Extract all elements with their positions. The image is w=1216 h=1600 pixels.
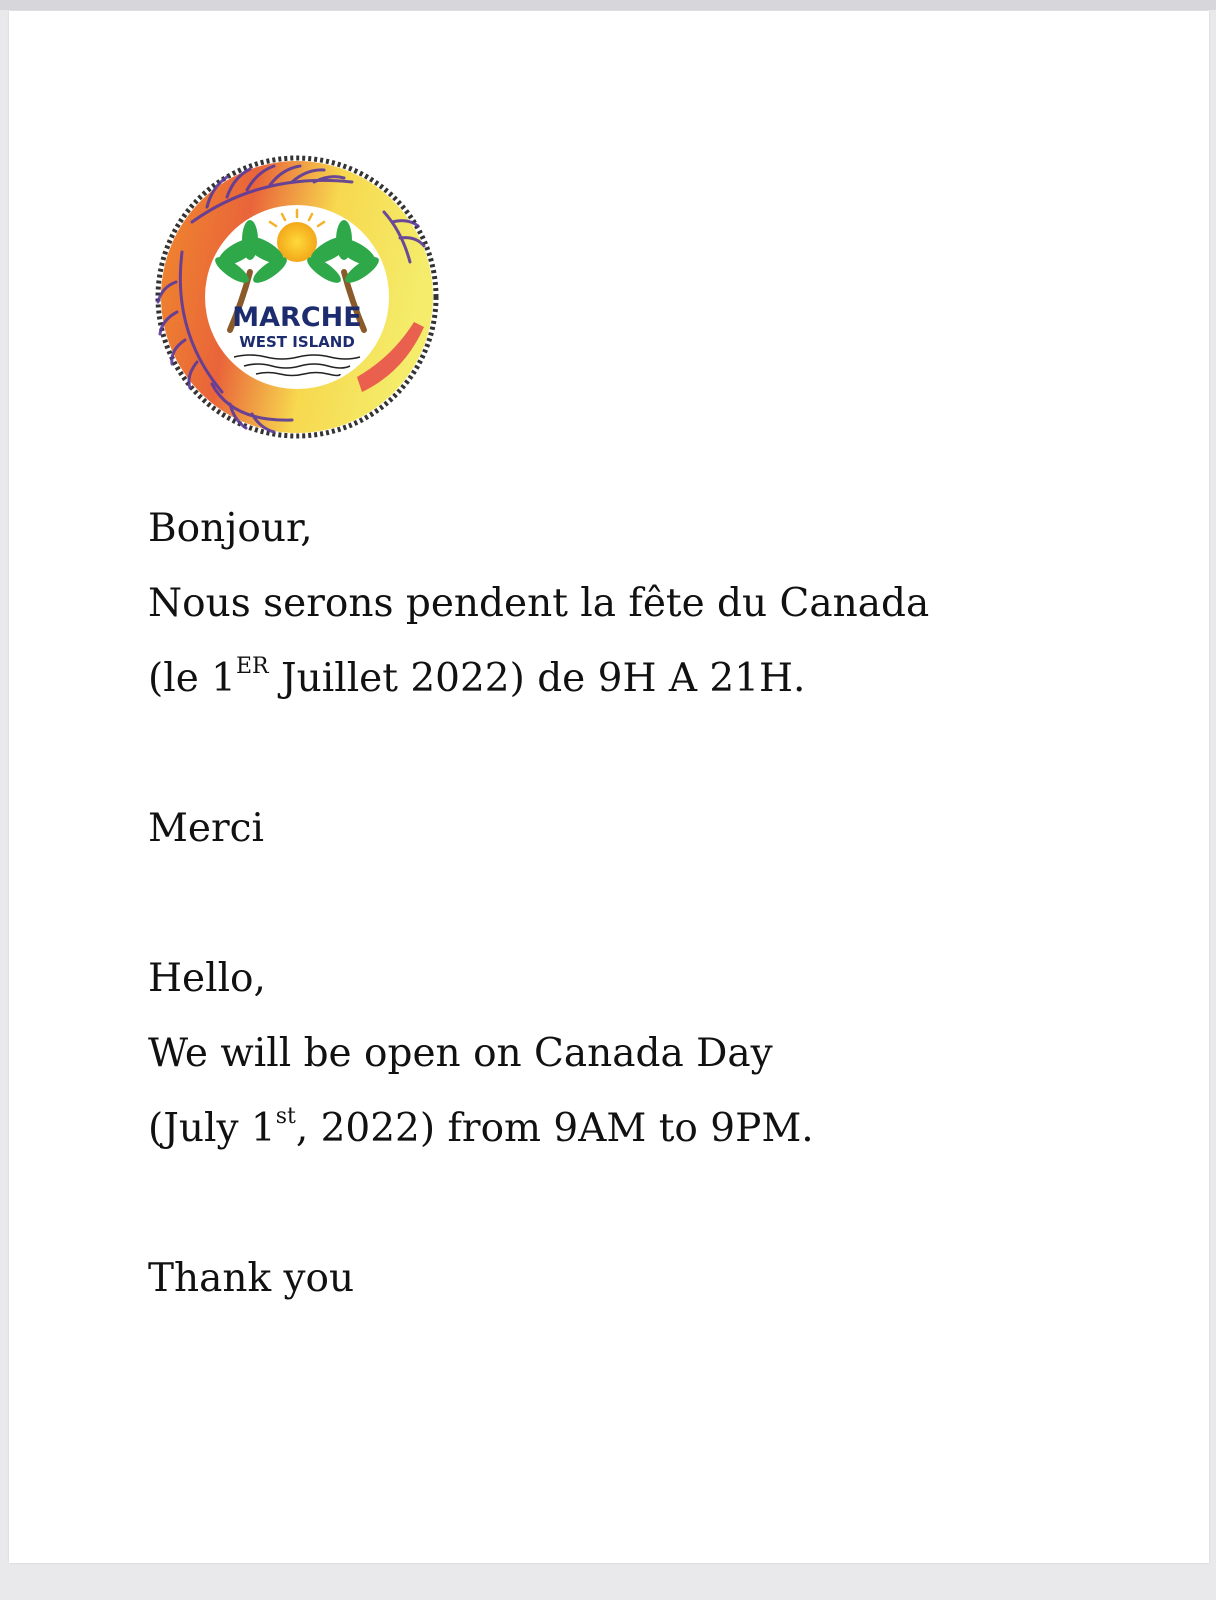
english-greeting: Hello, xyxy=(148,956,266,1001)
french-line-2-prefix: (le 1 xyxy=(148,656,236,701)
english-line-2-superscript: st xyxy=(275,1104,296,1129)
document-page xyxy=(9,11,1209,1563)
english-line-2-prefix: (July 1 xyxy=(148,1106,276,1151)
french-line-2-superscript: ER xyxy=(235,654,269,679)
french-line-2-suffix: Juillet 2022) de 9H A 21H. xyxy=(268,656,806,701)
english-line-1: We will be open on Canada Day xyxy=(148,1031,773,1076)
english-closing: Thank you xyxy=(148,1256,355,1301)
notice-text xyxy=(148,491,1148,1316)
french-greeting: Bonjour, xyxy=(148,506,313,551)
english-line-2-suffix: , 2022) from 9AM to 9PM. xyxy=(295,1106,814,1151)
marche-west-island-logo xyxy=(152,152,442,442)
window-top-bar xyxy=(0,0,1216,10)
logo-name-line1: MARCHE xyxy=(232,302,362,333)
english-line-2 xyxy=(148,1091,1148,1166)
french-closing: Merci xyxy=(148,806,264,851)
logo-name-line2: WEST ISLAND xyxy=(239,333,355,351)
french-line-1: Nous serons pendent la fête du Canada xyxy=(148,581,930,626)
french-line-2 xyxy=(148,641,1148,716)
